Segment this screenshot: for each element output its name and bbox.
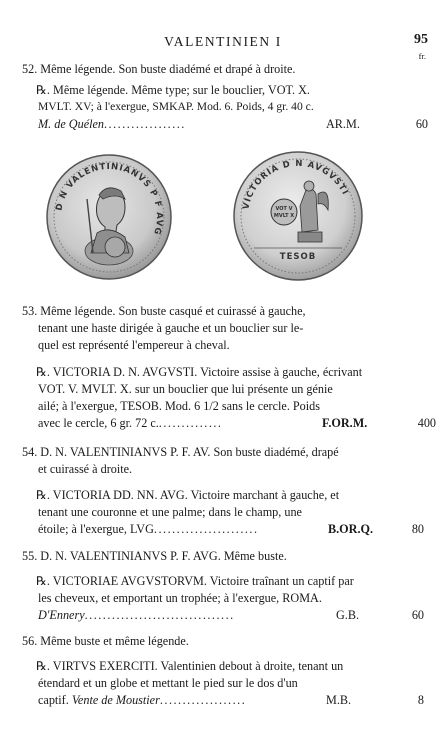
entry-53-metal [322,416,367,431]
entry-55-provenance [38,608,235,623]
entry-55-metal [336,608,359,623]
price-column-unit: fr. [418,51,426,61]
entry-53-metal-grade: F.OR.M. [322,416,368,430]
shield-icon [271,199,297,225]
leader-dots: .................. [104,117,186,131]
entry-56-metal-grade: M.B. [326,693,352,707]
entry-54-reverse [36,488,339,503]
entry-54-obverse [22,445,339,460]
entry-56-captive: captif. [38,693,69,707]
entry-54-line-1: 54. D. N. VALENTINIANVS P. F. AV. Son buste diadémé, drapé [22,445,339,459]
entry-53-line-4: ℞. VICTORIA D. N. AVGVSTI. Victoire assise à gauche, écrivant [36,365,363,379]
entry-52-provenance [38,117,186,132]
entry-56-line-2: ℞. VIRTVS EXERCITI. Valentinien debout à droite, tenant un [36,659,344,673]
entry-54-line-3: ℞. VICTORIA DD. NN. AVG. Victoire marchant à gauche, et [36,488,340,502]
obverse-legend: D N VALENTINIANVS P F AVG [54,161,165,237]
entry-53-obverse-cont2 [38,338,230,353]
entry-56-reverse-cont [38,676,298,691]
entry-52-reverse [36,83,310,98]
entry-55-metal-grade: G.B. [336,608,360,622]
entry-56-line-1: 56. Même buste et même légende. [22,634,189,648]
entry-56-sale: Vente de Moustier [71,693,160,707]
entry-55-owner: D'Ennery [38,608,85,622]
entry-54-obverse-cont [38,462,132,477]
entry-54-reverse-cont2 [38,522,259,537]
reverse-exergue: TESOB [279,252,317,262]
leader-dots: ................................. [84,608,235,622]
entry-56-line-3: étendard et un globe et mettant le pied sur le dos d'un [38,676,298,690]
entry-52-price: 60 [415,117,428,131]
entry-54-line-2: et cuirassé à droite. [38,462,133,476]
entry-53-weight [38,416,222,431]
entry-56-metal [326,693,351,708]
leader-dots: ................... [159,693,247,707]
entry-54-line-4: tenant une couronne et une palme; dans le champ, une [38,505,302,519]
entry-53-line-2: tenant une haste dirigée à gauche et un bouclier sur le- [38,321,304,335]
page-number: 95 [414,32,428,47]
entry-55-reverse [36,574,354,589]
entry-55-obverse [22,549,287,564]
entry-53-reverse [36,365,362,380]
entry-52-metal-grade: AR.M. [326,117,360,131]
entry-55-line-2: ℞. VICTORIAE AVGVSTORVM. Victoire traînant un captif par [36,574,354,588]
entry-54-reverse-cont1 [38,505,302,520]
entry-54-line-5: étoile; à l'exergue, LVG [38,522,154,536]
entry-56-reverse [36,659,343,674]
leader-dots: .............. [158,416,223,430]
entry-53-line-5: VOT. V. MVLT. X. sur un bouclier que lui présente un génie [38,382,333,396]
reverse-legend: VICTORIA D N AVGVSTI [241,158,351,211]
entry-52-owner: M. de Quélen [38,117,104,131]
running-title: VALENTINIEN I [164,34,282,49]
shield-inscription-1: VOT V [275,206,293,212]
entry-56-obverse [22,634,189,649]
leader-dots: ....................... [153,522,259,536]
entry-53-reverse-cont2 [38,399,320,414]
entry-52-metal [326,117,360,132]
entry-53-price: 400 [417,416,436,430]
entry-52-line-3: MVLT. XV; à l'exergue, SMKAP. Mod. 6. Poids, 4 gr. 40 c. [38,100,314,113]
coin-reverse-illustration [232,150,364,282]
entry-56-price: 8 [417,693,424,707]
entry-53-line-1: 53. Même légende. Son buste casqué et cuirassé à gauche, [22,304,306,318]
entry-55-price: 60 [411,608,424,622]
entry-53-line-3: quel est représenté l'empereur à cheval. [38,338,230,352]
entry-52-line-1: 52. Même légende. Son buste diadémé et drapé à droite. [22,62,296,76]
entry-54-metal [328,522,373,537]
shield-inscription-2: MVLT X [273,213,295,219]
entry-53-obverse [22,304,306,319]
entry-52-obverse [22,62,295,77]
entry-53-reverse-cont1 [38,382,333,397]
entry-53-line-7: avec le cercle, 6 gr. 72 c. [38,416,159,430]
entry-55-line-3: les cheveux, et emportant un trophée; à l'exergue, ROMA. [38,591,322,605]
entry-53-obverse-cont1 [38,321,303,336]
entry-52-line-2: ℞. Même légende. Même type; sur le bouclier, VOT. X. [36,83,310,97]
coin-obverse-illustration [45,153,173,281]
entry-56-provenance [38,693,246,708]
entry-55-reverse-cont [38,591,322,606]
entry-53-line-6: ailé; à l'exergue, TESOB. Mod. 6 1/2 sans le cercle. Poids [38,399,321,413]
entry-54-metal-grade: B.OR.Q. [328,522,374,536]
entry-54-price: 80 [411,522,424,536]
entry-52-reverse-cont [38,99,314,114]
entry-55-line-1: 55. D. N. VALENTINIANVS P. F. AVG. Même buste. [22,549,287,563]
